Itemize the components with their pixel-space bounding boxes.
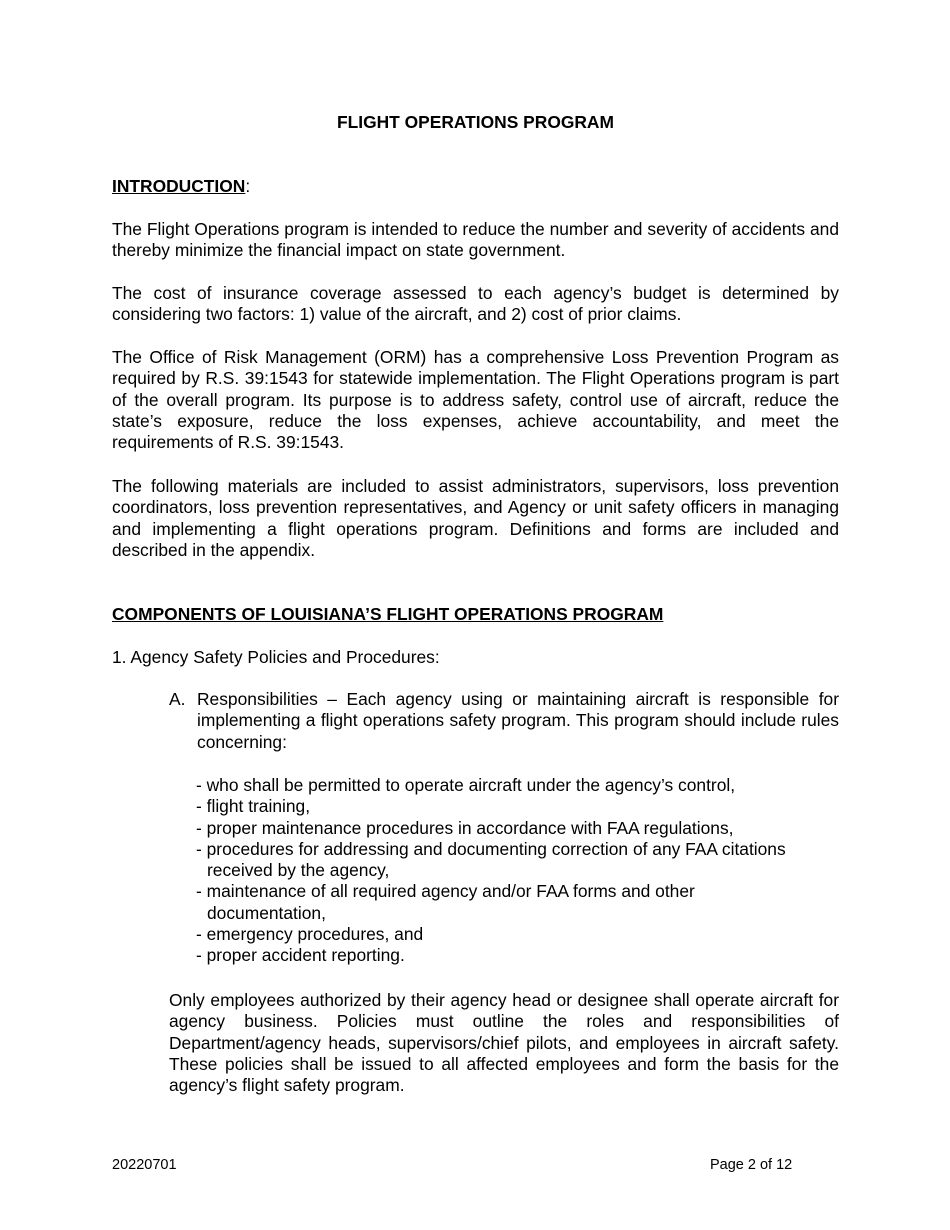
introduction-heading: INTRODUCTION <box>112 176 246 196</box>
intro-paragraph-1: The Flight Operations program is intended to reduce the number and severity of accidents and thereby minimize the financial impact on state government. <box>112 219 839 261</box>
list-item: - maintenance of all required agency and/or FAA forms and other documentation, <box>196 881 695 923</box>
responsibility-rules-list <box>196 775 839 967</box>
item-a-closing-paragraph: Only employees authorized by their agency head or designee shall operate aircraft for agency business. Policies must outline the roles and responsibilities of Department/agency heads, supervisors/chief pilots, and employees in aircraft safety. These policies shall be issued to all affected employees and form the basis for the agency’s flight safety program. <box>169 990 839 1096</box>
intro-paragraph-4: The following materials are included to assist administrators, supervisors, loss prevention coordinators, loss prevention representatives, and Agency or unit safety officers in managing and implementing a flight operations program. Definitions and forms are included and described in the appendix. <box>112 476 839 560</box>
list-item: - procedures for addressing and documenting correction of any FAA citations received by the agency, <box>196 838 786 881</box>
document-title: FLIGHT OPERATIONS PROGRAM <box>337 112 614 132</box>
list-item: - proper accident reporting. <box>196 945 405 966</box>
components-heading: COMPONENTS OF LOUISIANA’S FLIGHT OPERATIONS PROGRAM <box>112 604 664 624</box>
introduction-heading-suffix: : <box>245 176 251 196</box>
footer-page-number: Page 2 of 12 <box>710 1157 793 1173</box>
item-a <box>169 689 839 753</box>
intro-paragraph-2: The cost of insurance coverage assessed to each agency’s budget is determined by considering two factors: 1) value of the aircraft, and 2) cost of prior claims. <box>112 283 839 325</box>
item-a-text: Responsibilities – Each agency using or maintaining aircraft is responsible for implementing a flight operations safety program. This program should include rules concerning: <box>197 689 839 752</box>
item-a-letter: A. <box>169 689 186 709</box>
list-item: - proper maintenance procedures in accordance with FAA regulations, <box>196 817 734 838</box>
list-item: - emergency procedures, and <box>196 924 424 945</box>
list-item: - flight training, <box>196 796 311 817</box>
list-item: - who shall be permitted to operate aircraft under the agency’s control, <box>196 775 736 795</box>
footer-doc-number: 20220701 <box>112 1157 177 1173</box>
introduction-heading-line <box>112 176 250 197</box>
item-1-heading: 1. Agency Safety Policies and Procedures: <box>112 647 440 667</box>
intro-paragraph-3: The Office of Risk Management (ORM) has a comprehensive Loss Prevention Program as required by R.S. 39:1543 for statewide implementation. The Flight Operations program is part of the overall program. Its purpose is to address safety, control use of aircraft, reduce the state’s exposure, reduce the loss expenses, achieve accountability, and meet the requirements of R.S. 39:1543. <box>112 347 839 453</box>
